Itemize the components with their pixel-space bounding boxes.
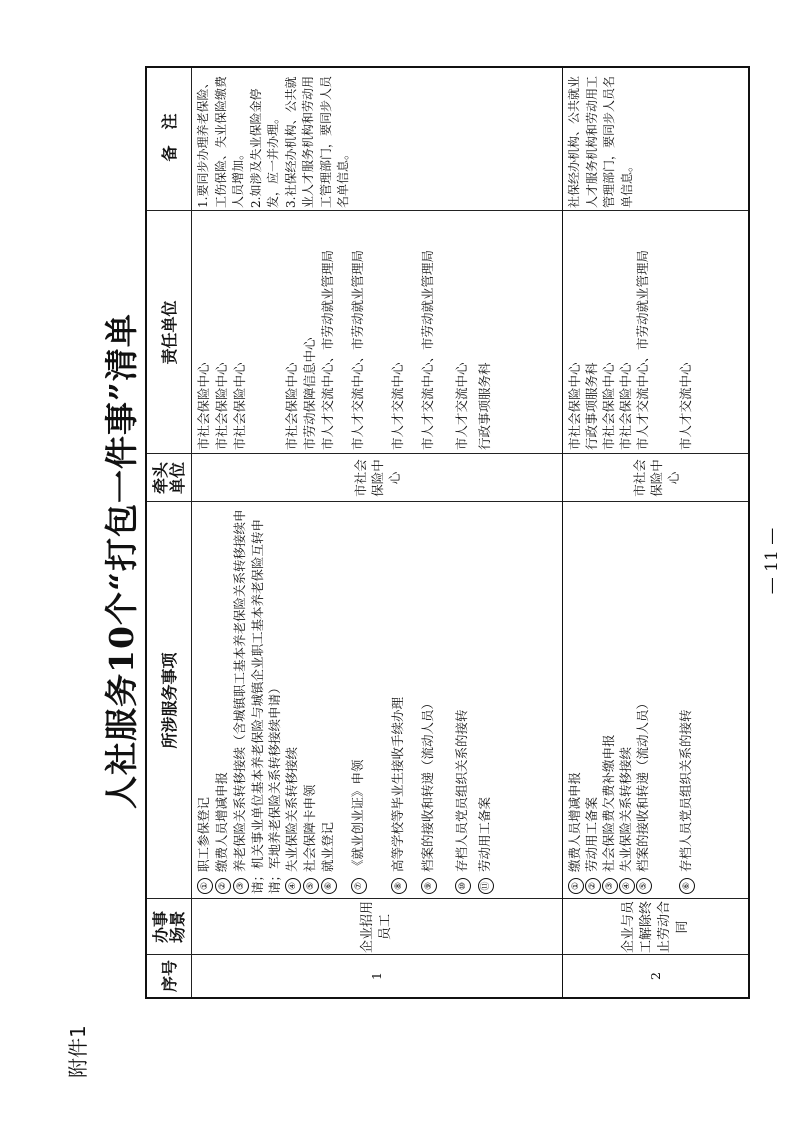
responsible-unit: 市人才交流中心	[454, 362, 469, 450]
item-number: ②	[215, 878, 231, 894]
item-number: ③	[233, 878, 249, 894]
service-item	[476, 506, 494, 894]
responsible-unit: 行政事项服务科	[477, 362, 492, 450]
responsible-unit: 市人才交流中心、市劳动就业管理局	[320, 249, 335, 450]
responsible-unit: 市社会保险中心	[567, 362, 582, 450]
item-text: 劳动用工备案	[477, 796, 492, 872]
item-text: 职工参保登记	[196, 796, 211, 872]
service-item	[319, 506, 337, 894]
item-number: ③	[602, 878, 618, 894]
row-2-notes: 社保经办机构、公共就业人才服务机构和劳动用工管理部门，要同步人员名单信息。	[567, 75, 634, 208]
item-number: ⑥	[321, 878, 337, 894]
item-text: 存档人员党员组织关系的接转	[454, 709, 469, 872]
header-scene: 办事 场景	[151, 911, 187, 944]
item-text: 高等学校等毕业生接收手续办理	[390, 696, 405, 872]
item-text: 缴费人员增减申报	[567, 771, 582, 872]
responsible-unit: 市社会保险中心	[196, 362, 211, 450]
service-item	[453, 506, 471, 894]
service-item	[600, 506, 618, 894]
row-1-notes: 1.要同步办理养老保险、工伤保险、失业保险缴费人员增加。 2.如涉及失业保险金停发，应一并办理。 3.社保经办机构、公共就业人才服务机构和劳动用工管理部门，要同步人员名单信息。	[196, 75, 350, 208]
responsible-unit: 市社会保险中心	[284, 362, 299, 450]
item-text: 劳动用工备案	[584, 796, 599, 872]
item-text: 社会保障卡申领	[302, 784, 317, 872]
service-item	[231, 506, 283, 894]
item-number: ⑪	[478, 878, 494, 894]
responsible-unit: 市社会保险中心	[618, 362, 633, 450]
service-item	[419, 506, 437, 894]
service-item	[195, 506, 213, 894]
row-2-no: 2	[648, 972, 664, 980]
item-number: ①	[197, 878, 213, 894]
item-text: 失业保险关系转移接续	[284, 746, 299, 872]
service-item	[301, 506, 319, 894]
item-text: 《就业创业证》申领	[350, 759, 365, 872]
responsible-unit: 市社会保险中心	[232, 362, 247, 450]
page-title: 人社服务10个“打包一件事”清单	[102, 313, 141, 809]
service-item	[583, 506, 601, 894]
item-text: 缴费人员增减申报	[214, 771, 229, 872]
header-divider	[191, 68, 192, 997]
service-item	[617, 506, 635, 894]
row-1-lead: 市社会 保险中 心	[352, 459, 402, 497]
item-text: 就业登记	[320, 821, 335, 872]
header-resp: 责任单位	[159, 300, 179, 365]
responsible-unit: 市人才交流中心、市劳动就业管理局	[420, 249, 435, 450]
row-divider	[562, 68, 563, 997]
service-item	[213, 506, 231, 894]
item-number: ⑨	[421, 878, 437, 894]
row-1-no: 1	[369, 972, 385, 980]
header-no: 序号	[159, 960, 179, 993]
item-number: ④	[285, 878, 301, 894]
item-number: ⑤	[303, 878, 319, 894]
item-text: 失业保险关系转移接续	[618, 746, 633, 872]
header-items: 所涉服务事项	[159, 652, 179, 749]
responsible-unit: 市人才交流中心、市劳动就业管理局	[350, 249, 365, 450]
item-text: 存档人员党员组织关系的接转	[678, 709, 693, 872]
attachment-label: 附件1	[66, 1025, 90, 1078]
col-divider	[147, 210, 748, 211]
item-number: ⑤	[636, 878, 652, 894]
row-2-scene: 企业与员 工解除终 止劳动合 同	[621, 901, 690, 954]
item-number: ②	[585, 878, 601, 894]
page-number: — 11 —	[762, 527, 782, 595]
responsible-unit: 市人才交流中心、市劳动就业管理局	[635, 249, 650, 450]
item-text: 社会保险费欠费补缴申报	[601, 734, 616, 872]
item-text: 档案的接收和转递（流动人员）	[420, 696, 435, 872]
responsible-unit: 市劳动保障信息中心	[302, 337, 317, 450]
responsible-unit: 市人才交流中心	[678, 362, 693, 450]
service-item	[389, 506, 407, 894]
header-notes: 备 注	[159, 113, 179, 162]
row-2-lead: 市社会 保险中 心	[631, 459, 681, 497]
responsible-unit: 市人才交流中心	[390, 362, 405, 450]
row-1-scene: 企业招用 员工	[360, 901, 393, 954]
item-text: 养老保险关系转移接续（含城镇职工基本养老保险关系转移接续申请；机关事业单位基本养老保险与城镇企业职工基本养老保险互转申请；军地养老保险关系转移接续申请）	[232, 509, 282, 894]
responsible-unit: 行政事项服务科	[584, 362, 599, 450]
service-table	[145, 66, 750, 999]
service-item	[634, 506, 652, 894]
item-number: ⑥	[679, 878, 695, 894]
service-item	[566, 506, 584, 894]
item-number: ①	[568, 878, 584, 894]
item-number: ⑦	[351, 878, 367, 894]
item-number: ⑩	[455, 878, 471, 894]
service-item	[283, 506, 301, 894]
item-number: ④	[619, 878, 635, 894]
service-item	[349, 506, 367, 894]
responsible-unit: 市社会保险中心	[601, 362, 616, 450]
service-item	[677, 506, 695, 894]
responsible-unit: 市社会保险中心	[214, 362, 229, 450]
item-number: ⑧	[391, 878, 407, 894]
item-text: 档案的接收和转递（流动人员）	[635, 696, 650, 872]
header-lead: 牵头 单位	[151, 462, 187, 495]
